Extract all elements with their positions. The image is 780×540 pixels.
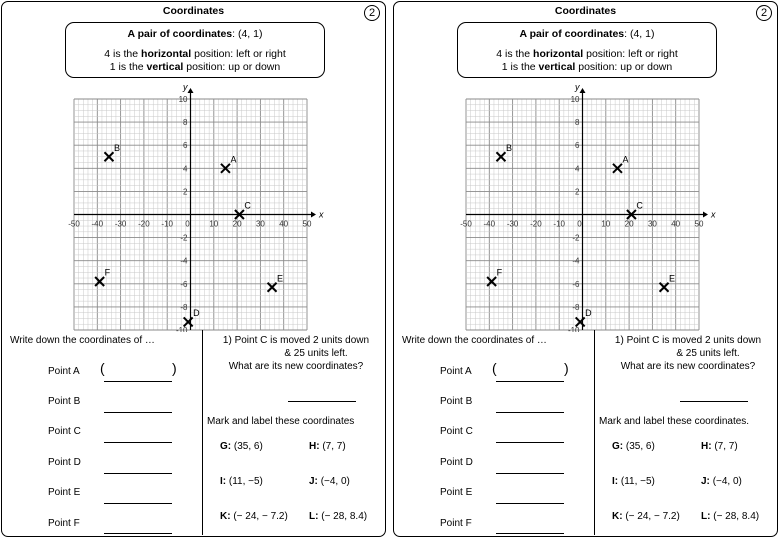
question-1-answer-line <box>288 401 356 402</box>
x-tick-label: -30 <box>114 219 127 229</box>
point-a-answer-line <box>496 381 564 382</box>
x-tick-label: -20 <box>138 219 150 229</box>
coord-k-value: (− 24, − 7.2) <box>233 511 288 522</box>
x-tick-label: 30 <box>647 219 657 229</box>
number-badge: 2 <box>756 5 772 21</box>
coord-l-value: (− 28, 8.4) <box>713 511 760 522</box>
x-tick-label: -10 <box>161 219 173 229</box>
info-line2-b: position: left or right <box>583 48 678 60</box>
x-tick-label: -50 <box>460 219 472 229</box>
info-vertical: vertical <box>146 61 184 73</box>
paren-close: ) <box>172 360 177 376</box>
x-tick-label: -30 <box>506 219 519 229</box>
point-d-answer-line <box>104 473 172 474</box>
point-label-c: C <box>244 200 251 211</box>
x-tick-label: 10 <box>601 219 611 229</box>
point-b-label: Point B <box>440 396 473 407</box>
y-tick-label: 2 <box>183 187 188 197</box>
question-1 <box>602 334 774 373</box>
point-label-d: D <box>193 307 200 318</box>
worksheet-panel-right <box>393 1 778 537</box>
coord-k-value: (− 24, − 7.2) <box>625 511 680 522</box>
point-a-answer-line <box>104 381 172 382</box>
worksheet-title: Coordinates <box>162 5 225 17</box>
coord-j-label: J: <box>309 476 318 487</box>
question-1-line3: What are its new coordinates? <box>620 361 756 372</box>
point-e-answer-line <box>104 503 172 504</box>
coord-l-value: (− 28, 8.4) <box>321 511 368 522</box>
coord-g <box>612 441 655 452</box>
point-d-label: Point D <box>440 457 473 468</box>
coord-l <box>701 511 759 522</box>
coordinate-grid <box>394 82 779 332</box>
question-1-answer-line <box>680 401 748 402</box>
y-tick-label: -10 <box>567 326 580 332</box>
y-tick-label: -2 <box>180 233 188 243</box>
column-divider <box>202 330 203 535</box>
worksheet-title: Coordinates <box>554 5 617 17</box>
point-c-answer-line <box>104 442 172 443</box>
point-c-label: Point C <box>440 426 473 437</box>
mark-label-title: Mark and label these coordinates. <box>599 416 750 427</box>
info-line3-b: position: up or down <box>575 61 673 73</box>
coord-k <box>220 511 288 522</box>
coord-l-label: L: <box>701 511 711 522</box>
info-box <box>457 22 717 78</box>
x-tick-label: -10 <box>553 219 565 229</box>
point-c-answer-line <box>496 442 564 443</box>
point-c-label: Point C <box>48 426 81 437</box>
y-tick-label: 4 <box>575 164 580 174</box>
x-tick-label: -40 <box>91 219 104 229</box>
point-label-d: D <box>585 307 592 318</box>
y-tick-label: -8 <box>572 302 580 312</box>
x-axis-arrow-icon <box>703 212 708 218</box>
coord-i-value: (11, −5) <box>620 476 655 487</box>
y-tick-label: 10 <box>570 95 580 104</box>
x-tick-label: 50 <box>694 219 704 229</box>
coord-l-label: L: <box>309 511 319 522</box>
x-tick-label: -50 <box>68 219 80 229</box>
y-tick-label: -6 <box>572 279 580 289</box>
coord-j-value: (−4, 0) <box>712 476 742 487</box>
coord-h-value: (7, 7) <box>714 441 738 452</box>
y-tick-label: 4 <box>183 164 188 174</box>
point-f-answer-line <box>496 533 564 534</box>
y-axis-arrow-icon <box>188 88 194 93</box>
coord-i-label: I: <box>220 476 227 487</box>
info-heading-value: : (4, 1) <box>232 28 263 40</box>
x-tick-label: 20 <box>624 219 634 229</box>
y-axis-arrow-icon <box>580 88 586 93</box>
point-e-label: Point E <box>48 487 81 498</box>
coordinate-grid <box>2 82 387 332</box>
x-axis-label: x <box>711 209 716 220</box>
y-axis-label: y <box>183 82 188 92</box>
y-tick-label: 8 <box>183 118 188 128</box>
point-f-label: Point F <box>48 518 80 529</box>
point-label-b: B <box>505 142 512 153</box>
coord-g-label: G: <box>220 441 232 452</box>
coordinate-grid-svg <box>394 82 779 332</box>
point-label-f: F <box>104 267 111 278</box>
point-d-answer-line <box>496 473 564 474</box>
question-1-line2: & 25 units left. <box>284 348 348 359</box>
number-badge: 2 <box>364 5 380 21</box>
x-tick-label: 40 <box>279 219 289 229</box>
point-e-answer-line <box>496 503 564 504</box>
x-tick-label: 0 <box>185 219 190 229</box>
worksheet-panel-left <box>1 1 386 537</box>
coord-g-value: (35, 6) <box>233 441 263 452</box>
point-label-a: A <box>230 154 237 165</box>
coord-i <box>220 476 263 487</box>
coord-j-value: (−4, 0) <box>320 476 350 487</box>
y-axis-label: y <box>575 82 580 92</box>
y-tick-label: 6 <box>575 141 580 151</box>
question-1-line1: 1) Point C is moved 2 units down <box>614 335 762 346</box>
point-label-c: C <box>636 200 643 211</box>
question-1 <box>210 334 382 373</box>
coord-i <box>612 476 655 487</box>
y-tick-label: 8 <box>575 118 580 128</box>
paren-close: ) <box>564 360 569 376</box>
point-e-label: Point E <box>440 487 473 498</box>
coord-l <box>309 511 367 522</box>
coord-h-label: H: <box>701 441 712 452</box>
column-divider <box>594 330 595 535</box>
info-line2-b: position: left or right <box>191 48 286 60</box>
coordinate-grid-svg <box>2 82 387 332</box>
point-label-a: A <box>622 154 629 165</box>
write-prompt: Write down the coordinates of … <box>402 335 547 346</box>
x-tick-label: 50 <box>302 219 312 229</box>
coord-g-value: (35, 6) <box>625 441 655 452</box>
x-tick-label: -20 <box>530 219 542 229</box>
y-tick-label: -8 <box>180 302 188 312</box>
coord-h <box>701 441 738 452</box>
question-1-line3: What are its new coordinates? <box>228 361 364 372</box>
point-label-b: B <box>113 142 120 153</box>
x-tick-label: 0 <box>577 219 582 229</box>
point-a-label: Point A <box>48 366 80 377</box>
y-tick-label: 2 <box>575 187 580 197</box>
info-heading: A pair of coordinates <box>519 28 625 40</box>
point-a-label: Point A <box>440 366 472 377</box>
coord-j <box>309 476 350 487</box>
info-heading-value: : (4, 1) <box>624 28 655 40</box>
coord-k <box>612 511 680 522</box>
info-line2-a: 4 is the <box>496 48 534 60</box>
coord-g-label: G: <box>612 441 624 452</box>
info-line2-a: 4 is the <box>104 48 142 60</box>
coord-k-label: K: <box>220 511 231 522</box>
y-tick-label: -10 <box>175 326 188 332</box>
point-label-f: F <box>496 267 503 278</box>
info-line3-b: position: up or down <box>183 61 281 73</box>
point-b-label: Point B <box>48 396 81 407</box>
x-tick-label: 20 <box>232 219 242 229</box>
question-1-line2: & 25 units left. <box>676 348 740 359</box>
question-1-line1: 1) Point C is moved 2 units down <box>222 335 370 346</box>
coord-h-value: (7, 7) <box>322 441 346 452</box>
point-b-answer-line <box>104 412 172 413</box>
coord-g <box>220 441 263 452</box>
coord-i-label: I: <box>612 476 619 487</box>
write-prompt: Write down the coordinates of … <box>10 335 155 346</box>
info-box <box>65 22 325 78</box>
y-tick-label: -4 <box>180 256 188 266</box>
y-tick-label: 6 <box>183 141 188 151</box>
info-horizontal: horizontal <box>141 48 192 60</box>
info-heading: A pair of coordinates <box>127 28 233 40</box>
info-vertical: vertical <box>538 61 576 73</box>
x-axis-label: x <box>319 209 324 220</box>
coord-i-value: (11, −5) <box>228 476 263 487</box>
y-tick-label: -4 <box>572 256 580 266</box>
info-horizontal: horizontal <box>533 48 584 60</box>
point-b-answer-line <box>496 412 564 413</box>
point-label-e: E <box>669 273 676 284</box>
y-tick-label: -2 <box>572 233 580 243</box>
mark-label-title: Mark and label these coordinates <box>207 416 355 427</box>
x-tick-label: -40 <box>483 219 496 229</box>
x-tick-label: 40 <box>671 219 681 229</box>
coord-j <box>701 476 742 487</box>
paren-open: ( <box>492 360 497 376</box>
coord-j-label: J: <box>701 476 710 487</box>
x-axis-arrow-icon <box>311 212 316 218</box>
point-d-label: Point D <box>48 457 81 468</box>
point-f-answer-line <box>104 533 172 534</box>
paren-open: ( <box>100 360 105 376</box>
point-label-e: E <box>277 273 284 284</box>
x-tick-label: 30 <box>255 219 265 229</box>
x-tick-label: 10 <box>209 219 219 229</box>
coord-h <box>309 441 346 452</box>
point-f-label: Point F <box>440 518 472 529</box>
coord-h-label: H: <box>309 441 320 452</box>
coord-k-label: K: <box>612 511 623 522</box>
info-line3-a: 1 is the <box>109 61 147 73</box>
info-line3-a: 1 is the <box>501 61 539 73</box>
y-tick-label: -6 <box>180 279 188 289</box>
y-tick-label: 10 <box>178 95 188 104</box>
